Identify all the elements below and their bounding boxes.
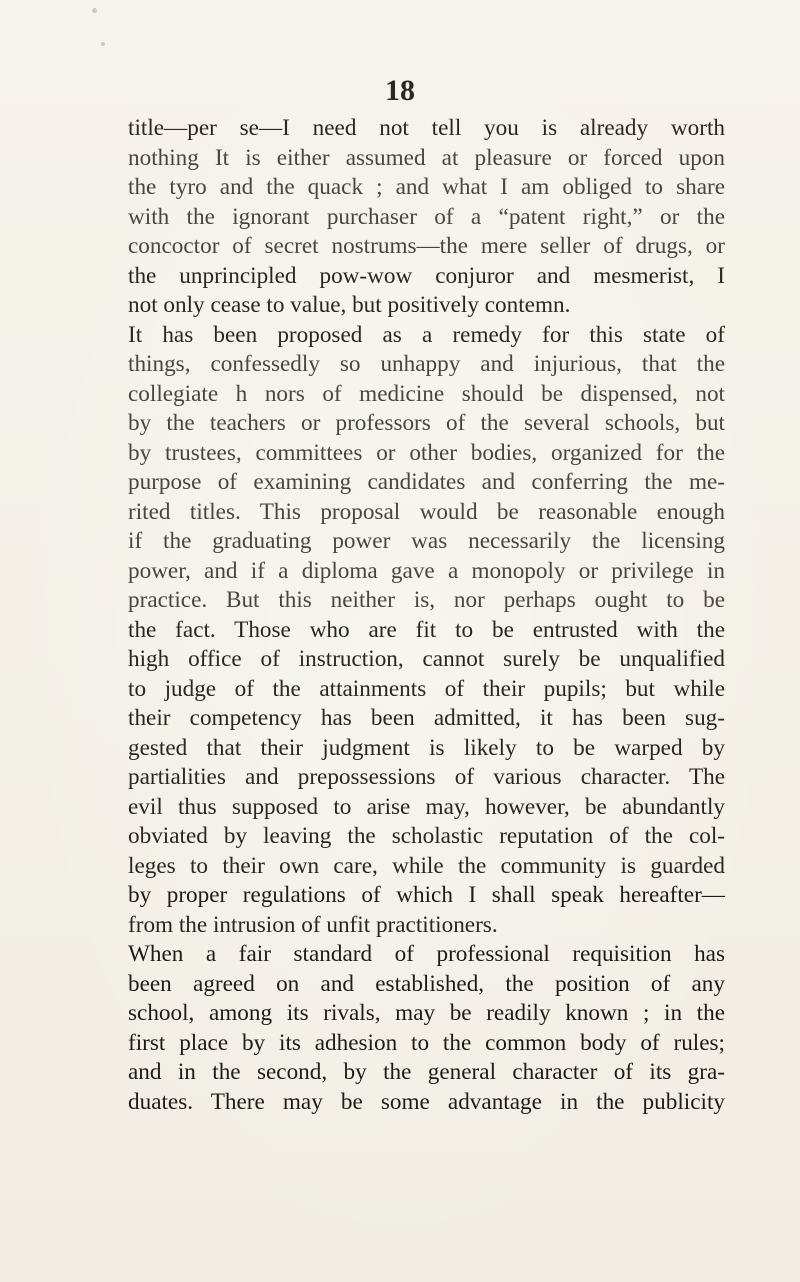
text-line: not only cease to value, but positively contemn.: [128, 292, 571, 318]
text-line: been agreed on and established, the position of any: [128, 970, 725, 997]
text-line: to judge of the attainments of their pupils; but while: [128, 675, 725, 702]
text-line: When a fair standard of professional requisition has: [128, 941, 725, 967]
text-line: power, and if a diploma gave a monopoly or privilege in: [128, 557, 725, 584]
paper-speck: [92, 8, 97, 13]
text-line: by proper regulations of which I shall speak hereafter—: [128, 882, 725, 908]
text-line: It has been proposed as a remedy for this state of: [128, 321, 725, 348]
text-line: collegiate h nors of medicine should be dispensed, not: [128, 380, 725, 407]
text-line: the tyro and the quack ; and what I am obliged to share: [128, 174, 725, 200]
text-line: their competency has been admitted, it has been sug-: [128, 705, 725, 731]
text-line: from the intrusion of unfit practitioners.: [128, 911, 498, 938]
text-line: if the graduating power was necessarily the licensing: [128, 528, 725, 554]
text-line: nothing It is either assumed at pleasure or forced upon: [128, 144, 725, 171]
paper-speck: [101, 42, 105, 46]
text-line: purpose of examining candidates and conferring the me-: [128, 469, 725, 495]
text-line: partialities and prepossessions of various character. The: [128, 764, 725, 790]
text-line: title—per se—I need not tell you is already worth: [128, 115, 725, 141]
page-number: 18: [385, 74, 415, 107]
text-line: practice. But this neither is, nor perhaps ought to be: [128, 587, 725, 613]
text-line: concoctor of secret nostrums—the mere seller of drugs, or: [128, 233, 725, 259]
text-line: high office of instruction, cannot surely be unqualified: [128, 646, 725, 672]
text-line: things, confessedly so unhappy and injurious, that the: [128, 351, 725, 377]
text-line: by trustees, committees or other bodies, organized for the: [128, 439, 725, 466]
text-line: leges to their own care, while the community is guarded: [128, 852, 725, 879]
text-line: and in the second, by the general character of its gra-: [128, 1059, 725, 1085]
text-line: by the teachers or professors of the several schools, but: [128, 410, 725, 436]
text-line: obviated by leaving the scholastic reputation of the col-: [128, 823, 725, 849]
text-line: school, among its rivals, may be readily known ; in the: [128, 1000, 725, 1026]
body-text: [128, 114, 725, 1117]
text-line: with the ignorant purchaser of a “patent right,” or the: [128, 203, 725, 230]
text-line: gested that their judgment is likely to be warped by: [128, 734, 725, 761]
text-line: rited titles. This proposal would be reasonable enough: [128, 498, 725, 525]
text-line: duates. There may be some advantage in the publicity: [128, 1088, 725, 1115]
text-line: the unprincipled pow-wow conjuror and mesmerist, I: [128, 262, 725, 289]
text-line: the fact. Those who are fit to be entrusted with the: [128, 616, 725, 643]
text-line: first place by its adhesion to the common body of rules;: [128, 1029, 725, 1056]
text-line: evil thus supposed to arise may, however, be abundantly: [128, 793, 725, 820]
